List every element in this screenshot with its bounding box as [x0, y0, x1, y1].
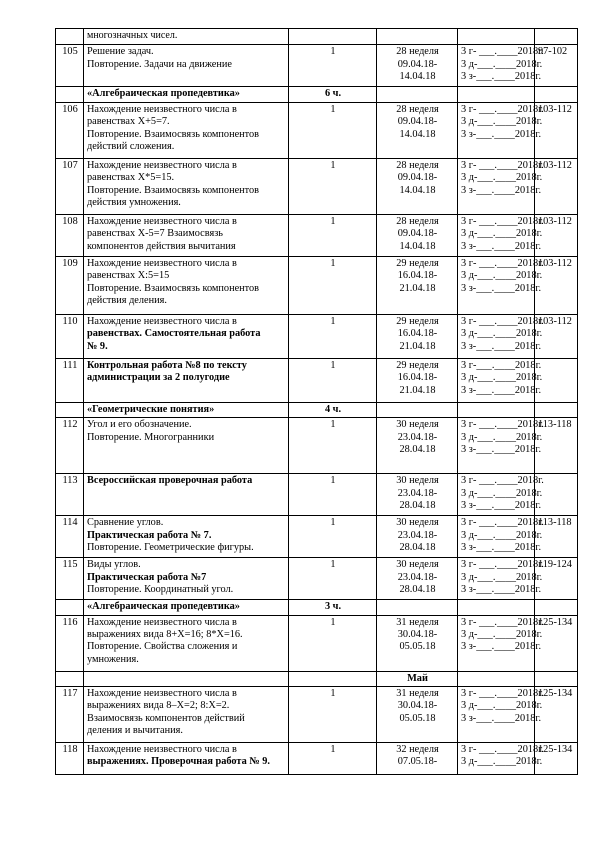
section-hours: 6 ч. [289, 87, 377, 102]
lesson-hours: 1 [289, 158, 377, 214]
lesson-plan-body [56, 29, 578, 775]
cell-line: 07.05.18- [397, 756, 438, 768]
cell-num [56, 600, 84, 615]
lesson-pages: 119-124 [535, 558, 578, 600]
lesson-week [377, 474, 458, 516]
lesson-pages: 103-112 [535, 314, 578, 358]
lesson-pages: 113-118 [535, 418, 578, 474]
table-row [56, 87, 578, 102]
cell-line: 3 д-___.____2018г. [461, 228, 543, 240]
lesson-topic [84, 516, 289, 558]
cell-line: 3 д-___.____2018г. [461, 172, 543, 184]
table-row [56, 402, 578, 417]
cell-line: компонентов действия вычитания [87, 240, 236, 252]
lesson-week [377, 516, 458, 558]
cell-line: 23.04.18- [397, 571, 438, 583]
lesson-dates [458, 474, 544, 516]
table-row [56, 214, 578, 256]
cell-line: 3 з-___.____2018г. [461, 128, 542, 140]
lesson-number: 113 [56, 474, 84, 516]
cell-empty [289, 29, 377, 45]
cell-line: 3 д-___.____2018г. [461, 487, 543, 499]
lesson-number: 110 [56, 314, 84, 358]
cell-line: 3 г- ___.____2018г. [461, 215, 544, 227]
cell-line: 14.04.18 [399, 184, 436, 196]
cell-line: 29 неделя [396, 257, 439, 269]
cell-line: 3 з-___.____2018г. [461, 240, 542, 252]
cell-line: Взаимосвязь компонентов действий [87, 712, 245, 724]
table-row [56, 418, 578, 474]
lesson-number: 105 [56, 45, 84, 87]
cell-line: 3 з-___.____2018г. [461, 340, 542, 352]
lesson-number: 115 [56, 558, 84, 600]
lesson-pages: 103-112 [535, 158, 578, 214]
table-row [56, 256, 578, 314]
cell-topic [84, 29, 289, 45]
cell-line: 21.04.18 [399, 384, 436, 396]
cell-line: 3 д-___.____2018г. [461, 58, 543, 70]
cell-line: № 9. [87, 340, 108, 352]
lesson-hours: 1 [289, 615, 377, 671]
lesson-hours: 1 [289, 358, 377, 402]
lesson-week [377, 45, 458, 87]
table-row [56, 45, 578, 87]
table-row [56, 158, 578, 214]
cell-line: 31 неделя [396, 616, 439, 628]
cell-line: Нахождение неизвестного числа в [87, 616, 237, 628]
cell-line: равенствах Х+5=7. [87, 116, 170, 128]
lesson-pages: 113-118 [535, 516, 578, 558]
table-row [56, 358, 578, 402]
lesson-week [377, 314, 458, 358]
lesson-hours: 1 [289, 418, 377, 474]
cell-line: 21.04.18 [399, 282, 436, 294]
cell-empty [377, 87, 458, 102]
cell-line: выражениях вида 8+Х=16; 8*Х=16. [87, 629, 243, 641]
cell-line: действия деления. [87, 295, 167, 307]
cell-line: 09.04.18- [397, 58, 438, 70]
cell-line: 3 г- ___.____2018г. [461, 46, 544, 58]
cell-line: Сравнение углов. [87, 517, 164, 529]
cell-line: равенствах. Самостоятельная работа [87, 328, 261, 340]
cell-line: 05.05.18 [399, 712, 436, 724]
cell-line: Практическая работа №7 [87, 571, 207, 583]
lesson-hours: 1 [289, 214, 377, 256]
cell-line: 3 д-___.____2018г. [461, 372, 543, 384]
cell-line: 3 г-___.____2018г. [461, 359, 542, 371]
cell-line: 31 неделя [396, 688, 439, 700]
cell-line: 3 г- ___.____2018г. [461, 257, 544, 269]
cell-num [56, 402, 84, 417]
table-row [56, 558, 578, 600]
lesson-number: 111 [56, 358, 84, 402]
cell-line: 3 з-___.____2018г. [461, 712, 542, 724]
lesson-week [377, 358, 458, 402]
lesson-pages: 103-112 [535, 256, 578, 314]
lesson-week [377, 214, 458, 256]
cell-line: 23.04.18- [397, 431, 438, 443]
lesson-number: 118 [56, 743, 84, 775]
lesson-dates [458, 256, 544, 314]
cell-line: 30 неделя [396, 475, 439, 487]
cell-line: 3 д-___.____2018г. [461, 529, 543, 541]
lesson-hours: 1 [289, 558, 377, 600]
cell-line: 3 д-___.____2018г. [461, 571, 543, 583]
cell-line: Нахождение неизвестного числа в [87, 215, 237, 227]
cell-line: Повторение. Многогранники [87, 431, 215, 443]
cell-line: 32 неделя [396, 744, 439, 756]
month-label: Май [377, 671, 458, 686]
cell-line: Повторение. Взаимосвязь компонентов [87, 128, 260, 140]
lesson-topic [84, 45, 289, 87]
cell-num [56, 87, 84, 102]
cell-line: 3 д-___.____2018г. [461, 700, 543, 712]
section-hours: 3 ч. [289, 600, 377, 615]
cell-line: действий сложения. [87, 141, 175, 153]
lesson-topic [84, 558, 289, 600]
cell-line: умножения. [87, 653, 139, 665]
cell-empty [56, 671, 84, 686]
cell-line: 3 г- ___.____2018г. [461, 688, 544, 700]
lesson-dates [458, 214, 544, 256]
lesson-week [377, 615, 458, 671]
cell-line: равенствах Х*5=15. [87, 172, 175, 184]
cell-line: Виды углов. [87, 559, 141, 571]
lesson-dates [458, 615, 544, 671]
cell-line: выражениях. Проверочная работа № 9. [87, 756, 270, 768]
lesson-topic [84, 687, 289, 743]
cell-line: Нахождение неизвестного числа в [87, 688, 237, 700]
lesson-dates [458, 314, 544, 358]
lesson-number: 114 [56, 516, 84, 558]
lesson-dates [458, 687, 544, 743]
lesson-topic [84, 743, 289, 775]
cell-line: 09.04.18- [397, 172, 438, 184]
lesson-dates [458, 358, 543, 402]
lesson-week [377, 256, 458, 314]
cell-line: выражениях вида 8–Х=2; 8:Х=2. [87, 700, 230, 712]
lesson-week [377, 102, 458, 158]
cell-line: 3 д-___.____2018г. [461, 270, 543, 282]
lesson-pages: 125-134 [535, 743, 578, 775]
table-row [56, 600, 578, 615]
cell-line: 30 неделя [396, 559, 439, 571]
lesson-pages: 103-112 [535, 214, 578, 256]
cell-line: Нахождение неизвестного числа в [87, 159, 237, 171]
cell-line: 09.04.18- [397, 228, 438, 240]
lesson-number: 108 [56, 214, 84, 256]
cell-line: Повторение. Геометрические фигуры. [87, 542, 254, 554]
table-row [56, 671, 578, 686]
table-row [56, 615, 578, 671]
cell-line: 14.04.18 [399, 240, 436, 252]
cell-line: 3 г- ___.____2018г. [461, 616, 544, 628]
lesson-dates [458, 45, 544, 87]
cell-empty [377, 29, 458, 45]
lesson-week [377, 158, 458, 214]
table-row [56, 516, 578, 558]
cell-line: 29 неделя [396, 315, 439, 327]
cell-line: 23.04.18- [397, 529, 438, 541]
cell-empty [535, 87, 578, 102]
cell-line: 16.04.18- [397, 328, 438, 340]
cell-empty [377, 600, 458, 615]
cell-line: 3 г- ___.____2018г. [461, 315, 544, 327]
cell-line: 3 з-___.____2018г. [461, 542, 542, 554]
cell-line: деления и вычитания. [87, 725, 183, 737]
cell-line: 28.04.18 [399, 444, 436, 456]
section-title: «Алгебраическая пропедевтика» [84, 87, 289, 102]
lesson-number: 107 [56, 158, 84, 214]
lesson-dates [458, 158, 544, 214]
lesson-hours: 1 [289, 102, 377, 158]
cell-line: равенствах Х:5=15 [87, 270, 170, 282]
lesson-topic [84, 358, 289, 402]
cell-line: 28 неделя [396, 215, 439, 227]
cell-line: 3 з-___.____2018г. [461, 184, 542, 196]
lesson-pages: 103-112 [535, 102, 578, 158]
lesson-topic [84, 158, 289, 214]
cell-line: 30 неделя [396, 517, 439, 529]
lesson-hours: 1 [289, 743, 377, 775]
cell-line: 3 з-___.____2018г. [461, 641, 542, 653]
cell-line: 3 г- ___.____2018г. [461, 419, 544, 431]
cell-line: Нахождение неизвестного числа в [87, 103, 237, 115]
lesson-number: 117 [56, 687, 84, 743]
cell-line: 05.05.18 [399, 641, 436, 653]
cell-line: 29 неделя [396, 359, 439, 371]
cell-line: Повторение. Свойства сложения и [87, 641, 238, 653]
lesson-topic [84, 102, 289, 158]
cell-empty [535, 671, 578, 686]
lesson-number: 109 [56, 256, 84, 314]
lesson-topic [84, 214, 289, 256]
lesson-hours: 1 [289, 45, 377, 87]
cell-line: 28 неделя [396, 103, 439, 115]
cell-empty [289, 671, 377, 686]
cell-line: 16.04.18- [397, 270, 438, 282]
cell-line: 3 д-___.____2018г. [461, 431, 543, 443]
lesson-topic [84, 418, 289, 474]
cell-line: 28.04.18 [399, 542, 436, 554]
cell-line: 3 з-___.____2018г. [461, 584, 542, 596]
cell-line: 28 неделя [396, 46, 439, 58]
cell-line: Всероссийская проверочная работа [87, 475, 253, 487]
lesson-topic [84, 474, 289, 516]
table-row [56, 743, 578, 775]
cell-line: 30.04.18- [397, 629, 438, 641]
cell-empty [458, 600, 535, 615]
cell-empty [458, 671, 535, 686]
lesson-dates [458, 558, 544, 600]
cell-line: 30 неделя [396, 419, 439, 431]
cell-line: 3 д-___.____2018г. [461, 328, 543, 340]
cell-line: 14.04.18 [399, 128, 436, 140]
lesson-number: 106 [56, 102, 84, 158]
cell-line: 16.04.18- [397, 372, 438, 384]
cell-line: 30.04.18- [397, 700, 438, 712]
cell-line: 28.04.18 [399, 584, 436, 596]
cell-line: администрации за 2 полугодие [87, 372, 230, 384]
lesson-number: 116 [56, 615, 84, 671]
lesson-dates [458, 418, 544, 474]
cell-line: 3 д-___.____2018г. [461, 629, 543, 641]
lesson-week [377, 558, 458, 600]
cell-empty [458, 87, 535, 102]
cell-empty [84, 671, 289, 686]
lesson-plan-table [55, 28, 578, 775]
lesson-week [377, 687, 458, 743]
lesson-number: 112 [56, 418, 84, 474]
cell-line: 14.04.18 [399, 71, 436, 83]
section-title: «Геометрические понятия» [84, 402, 289, 417]
cell-line: Решение задач. [87, 46, 154, 58]
lesson-hours: 1 [289, 474, 377, 516]
cell-empty [458, 29, 535, 45]
cell-line: 3 г- ___.____2018г. [461, 559, 544, 571]
cell-line: Повторение. Координатный угол. [87, 584, 234, 596]
cell-line: 3 з-___.____2018г. [461, 444, 542, 456]
cell-line: равенствах Х-5=7 Взаимосвязь [87, 228, 223, 240]
cell-line: Угол и его обозначение. [87, 419, 192, 431]
cell-line: 3 г- ___.____2018г. [461, 744, 544, 756]
lesson-hours: 1 [289, 314, 377, 358]
cell-line: 21.04.18 [399, 340, 436, 352]
cell-line: 28.04.18 [399, 500, 436, 512]
lesson-week [377, 743, 458, 775]
table-row [56, 474, 578, 516]
lesson-hours: 1 [289, 256, 377, 314]
cell-line: Нахождение неизвестного числа в [87, 744, 237, 756]
cell-line: Нахождение неизвестного числа в [87, 257, 237, 269]
cell-line: Контрольная работа №8 по тексту [87, 359, 247, 371]
cell-line: многозначных чисел. [87, 30, 178, 41]
cell-line: 3 з-___.____2018г. [461, 71, 542, 83]
cell-line: Повторение. Задачи на движение [87, 58, 232, 70]
lesson-hours: 1 [289, 687, 377, 743]
cell-line: Практическая работа № 7. [87, 529, 212, 541]
cell-line: Нахождение неизвестного числа в [87, 315, 237, 327]
cell-line: 3 з-___.____2018г. [461, 282, 542, 294]
cell-line: Повторение. Взаимосвязь компонентов [87, 184, 260, 196]
table-row [56, 29, 578, 45]
lesson-dates [458, 516, 544, 558]
cell-line: 3 г- ___.____2018г. [461, 517, 544, 529]
lesson-pages: 125-134 [535, 615, 578, 671]
lesson-topic [84, 256, 289, 314]
table-row [56, 314, 578, 358]
cell-line: 09.04.18- [397, 116, 438, 128]
table-row [56, 102, 578, 158]
cell-empty [535, 402, 578, 417]
cell-empty [535, 29, 578, 45]
lesson-pages: 97-102 [535, 45, 578, 87]
cell-line: 3 д-___.____2018г. [461, 116, 543, 128]
cell-empty [535, 600, 578, 615]
cell-line: 3 г- ___.____2018г. [461, 103, 544, 115]
cell-empty [458, 402, 535, 417]
cell-num [56, 29, 84, 45]
cell-line: 3 з-___.____2018г. [461, 384, 542, 396]
lesson-dates [458, 102, 544, 158]
lesson-dates [458, 743, 544, 775]
cell-line: действия умножения. [87, 197, 181, 209]
lesson-topic [84, 615, 289, 671]
cell-empty [377, 402, 458, 417]
cell-line: 28 неделя [396, 159, 439, 171]
section-hours: 4 ч. [289, 402, 377, 417]
lesson-pages: 125-134 [535, 687, 578, 743]
cell-line: Повторение. Взаимосвязь компонентов [87, 282, 260, 294]
cell-line: 23.04.18- [397, 487, 438, 499]
lesson-topic [84, 314, 289, 358]
lesson-week [377, 418, 458, 474]
cell-line: 3 г- ___.____2018г. [461, 475, 544, 487]
section-title: «Алгебраическая пропедевтика» [84, 600, 289, 615]
cell-line: 3 д-___.____2018г. [461, 756, 543, 768]
table-row [56, 687, 578, 743]
cell-line: 3 г- ___.____2018г. [461, 159, 544, 171]
cell-line: 3 з-___.____2018г. [461, 500, 542, 512]
lesson-hours: 1 [289, 516, 377, 558]
